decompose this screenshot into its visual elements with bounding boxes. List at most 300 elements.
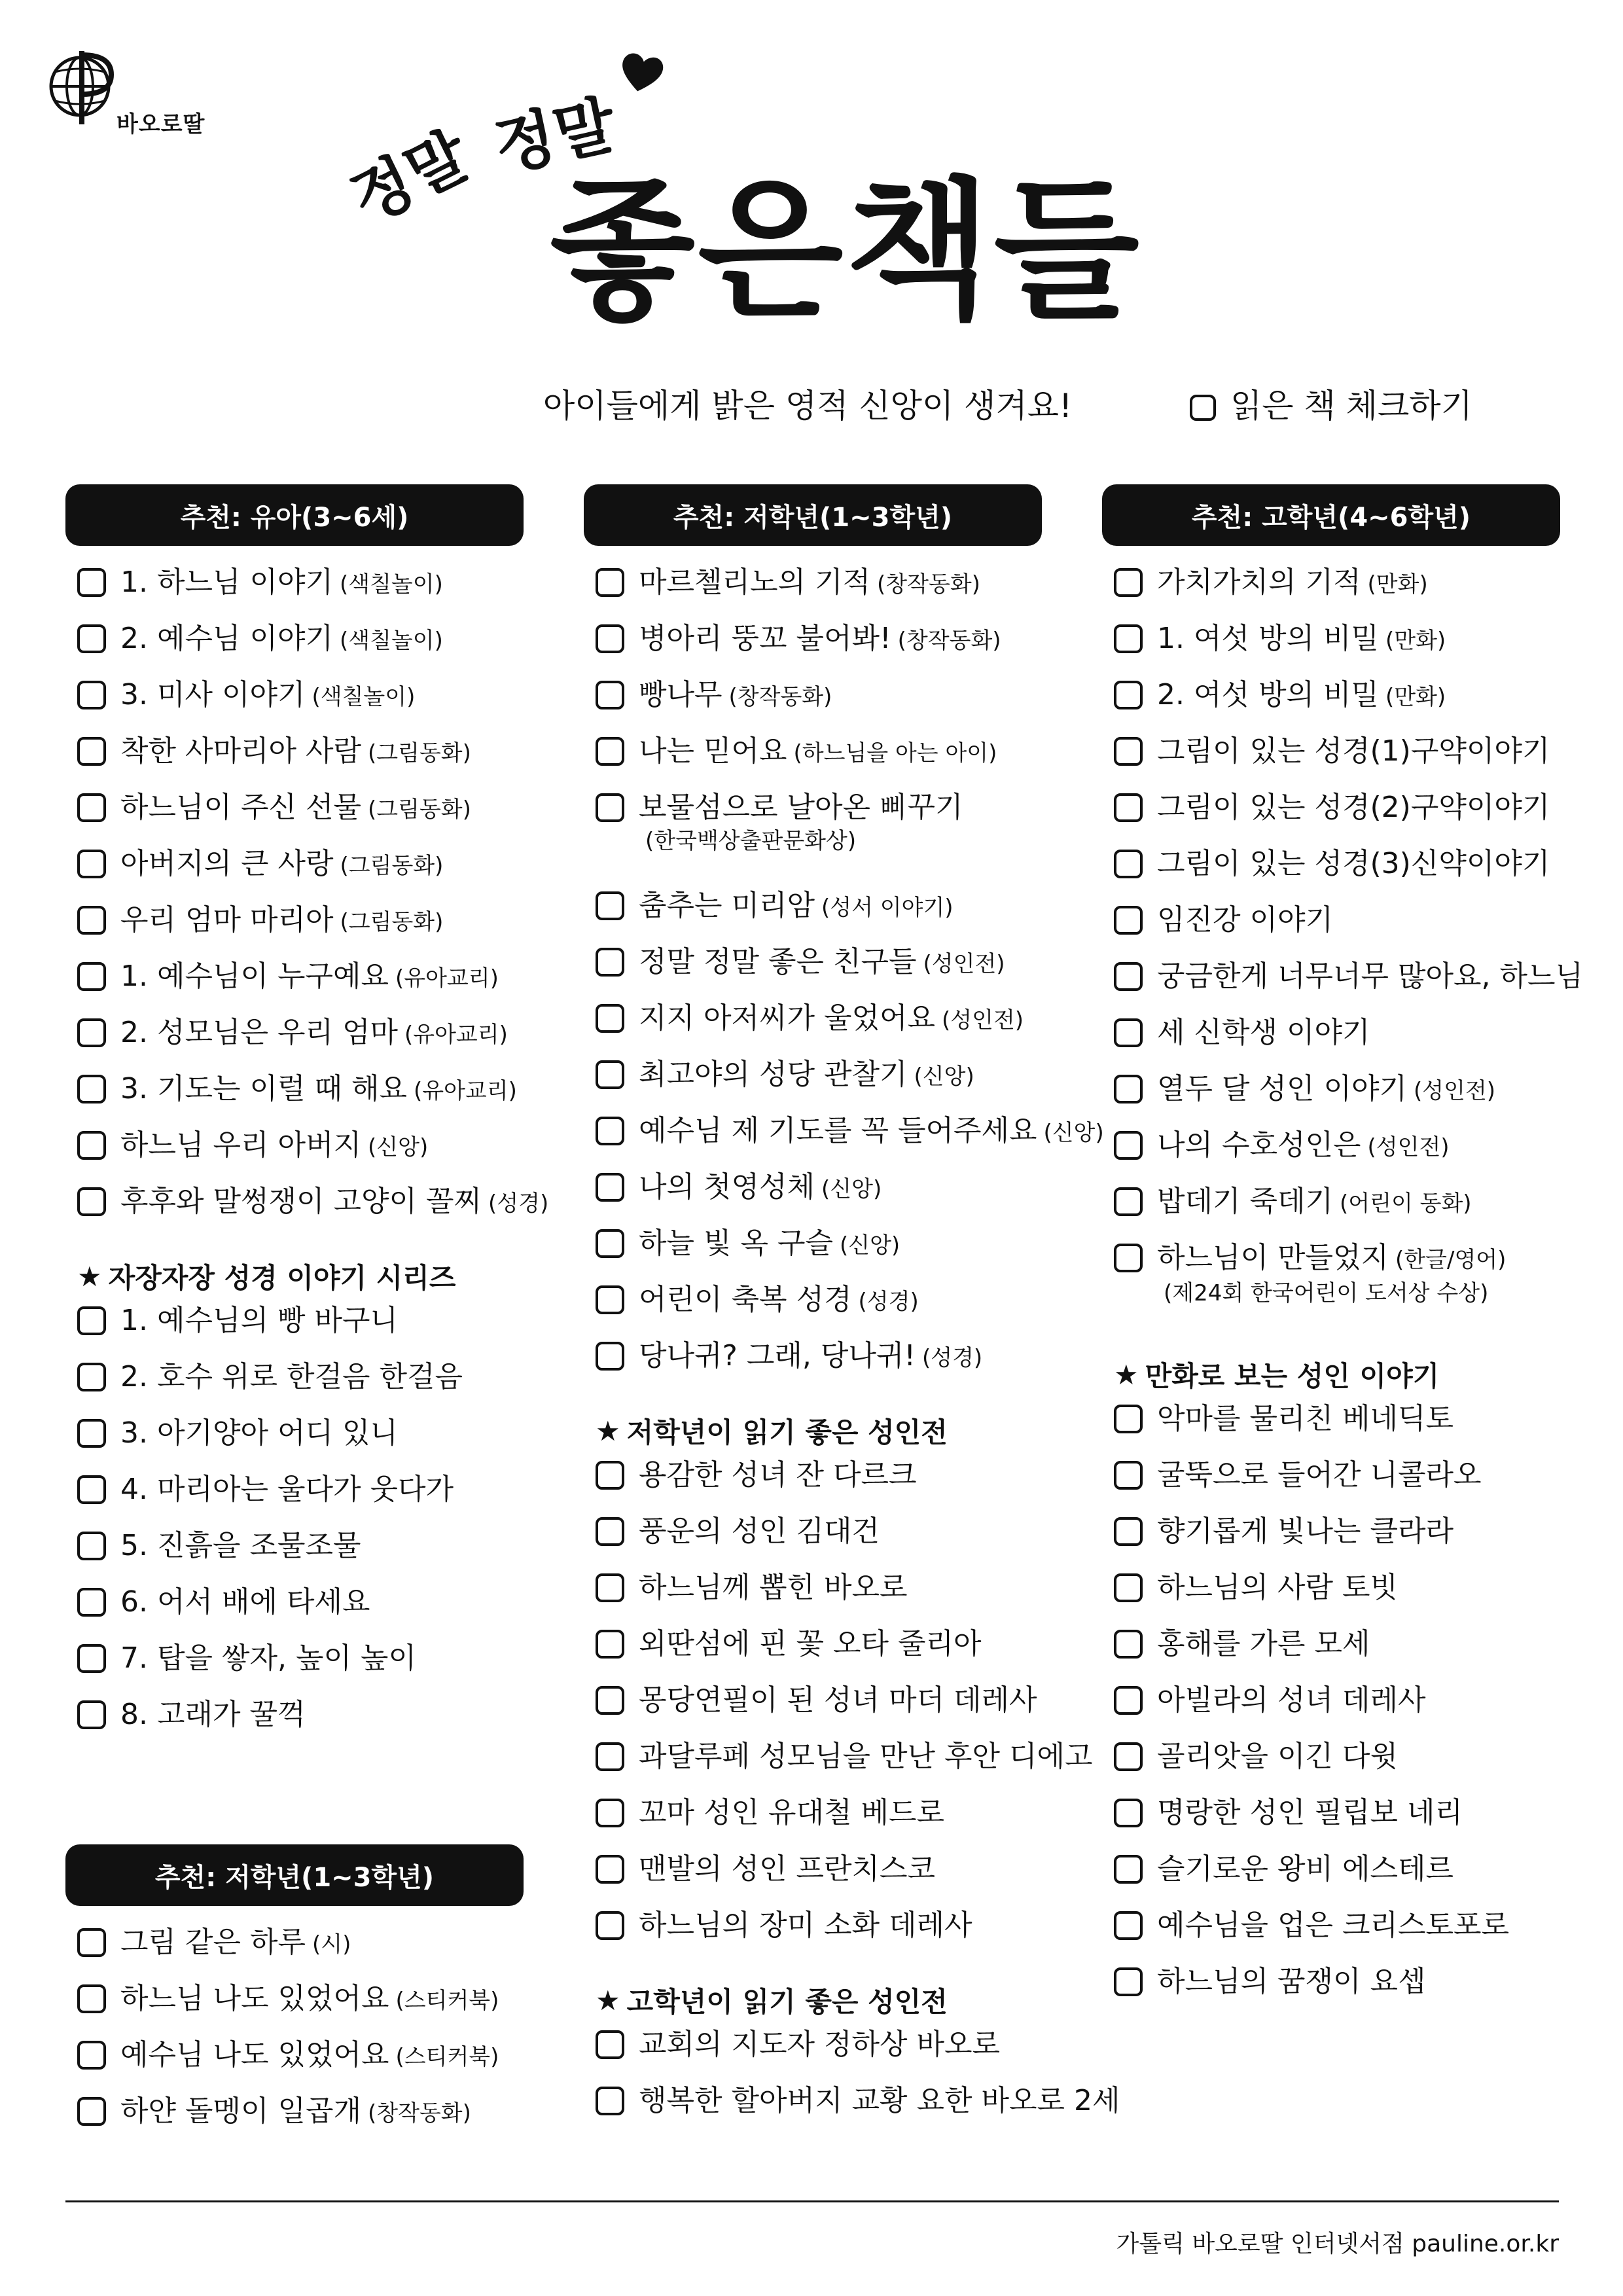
book-item [584,1056,1042,1113]
book-category: (색칠놀이) [339,571,443,598]
book-title: 하늘 빛 옥 구슬 [639,1227,833,1260]
book-text [120,1071,517,1109]
book-title: 향기롭게 빛나는 클라라 [1157,1515,1454,1548]
book-text [1157,1014,1370,1051]
book-checkbox[interactable] [596,1461,624,1490]
book-checkbox[interactable] [596,1060,624,1089]
book-list [65,1924,524,2149]
book-title: 5. 진흙을 조물조물 [120,1529,361,1562]
book-text [120,1924,351,1963]
book-checkbox[interactable] [1114,1686,1143,1715]
book-item [1102,1795,1560,1851]
book-checkbox[interactable] [596,948,624,977]
book-text [639,1225,900,1264]
book-title: 밥데기 죽데기 [1157,1185,1334,1218]
book-text [120,1415,398,1452]
book-item [1102,1513,1560,1570]
book-text [639,2083,1120,2119]
series-list [584,1457,1093,1964]
book-item [1102,1457,1560,1513]
book-text [639,733,997,772]
book-title: 하얀 돌멩이 일곱개 [120,2094,362,2128]
book-text [120,958,499,997]
book-item [584,620,1042,677]
book-checkbox[interactable] [1114,962,1143,991]
book-checkbox[interactable] [77,1363,106,1391]
book-checkbox[interactable] [596,1117,624,1145]
book-text [120,1183,548,1222]
book-title: 1. 예수님의 빵 바구니 [120,1304,398,1337]
book-item [1102,1570,1560,1626]
book-title: 교회의 지도자 정하상 바오로 [639,2028,1001,2061]
book-title: 마르첼리노의 기적 [639,565,871,599]
book-item [65,958,524,1014]
book-item [65,1415,524,1471]
book-item [1102,1071,1560,1127]
series-list [65,1302,524,1753]
book-item [1102,564,1560,620]
book-text [120,902,443,941]
book-title: 궁금한게 너무너무 많아요, 하느님 [1157,960,1583,993]
book-item [1102,1851,1560,1907]
book-category: (그림동화) [368,740,471,766]
book-checkbox[interactable] [1114,1855,1143,1884]
book-text [1157,1401,1454,1437]
book-text [639,1795,944,1831]
book-text [1157,1626,1370,1662]
book-text [1157,958,1583,995]
book-text [120,1359,463,1395]
book-title: 1. 여섯 방의 비밀 [1157,622,1379,655]
book-checkbox[interactable] [77,1532,106,1560]
book-item [65,564,524,620]
book-category: (창작동화) [368,2100,471,2126]
book-item [1102,1401,1560,1457]
book-text [1157,1183,1472,1222]
book-checkbox[interactable] [1114,1131,1143,1160]
book-checkbox[interactable] [596,1742,624,1771]
book-category: (색칠놀이) [312,684,416,710]
book-checkbox[interactable] [77,1131,106,1160]
book-checkbox[interactable] [77,2041,106,2070]
book-checkbox[interactable] [77,1419,106,1448]
book-text [639,620,1001,659]
book-checkbox[interactable] [596,1630,624,1659]
book-text [120,620,443,659]
book-item [584,1626,1042,1682]
book-text [639,1338,982,1376]
column-header: 추천: 고학년(4~6학년) [1102,484,1560,546]
book-checkbox[interactable] [596,793,624,822]
book-category: (그림동화) [340,853,444,879]
book-text [1157,1570,1398,1606]
book-checkbox[interactable] [596,1855,624,1884]
book-category: (그림동화) [340,909,444,935]
book-item [584,1000,1042,1056]
book-title: 4. 마리아는 울다가 웃다가 [120,1473,454,1506]
footer-text: 가톨릭 바오로딸 인터넷서점 pauline.or.kr [1116,2231,1559,2257]
book-text [639,944,1005,982]
series-heading [1102,1348,1560,1401]
book-checkbox[interactable] [77,624,106,653]
footer-divider [65,2200,1559,2202]
book-item [1102,620,1560,677]
book-title: 아빌라의 성녀 데레사 [1157,1683,1426,1717]
title-sub-1: 정말 [339,118,481,238]
book-checkbox[interactable] [596,1229,624,1258]
book-category: (색칠놀이) [339,628,443,654]
book-title: 당나귀? 그래, 당나귀! [639,1339,916,1372]
book-checkbox[interactable] [77,1588,106,1617]
book-checkbox[interactable] [596,568,624,597]
book-title: 하느님의 꿈쟁이 요셉 [1157,1965,1426,1998]
book-text [639,1738,1093,1775]
book-title: 착한 사마리아 사람 [120,734,362,768]
book-checkbox[interactable] [596,1799,624,1827]
book-title: 예수님 나도 있었어요 [120,2038,389,2072]
book-checkbox[interactable] [1114,793,1143,822]
book-item [65,846,524,902]
book-checkbox[interactable] [77,962,106,991]
book-title: 하느님의 장미 소화 데레사 [639,1909,972,1942]
book-checkbox[interactable] [77,850,106,878]
book-checkbox[interactable] [1114,1517,1143,1546]
book-title: 예수님 제 기도를 꼭 들어주세요 [639,1114,1037,1147]
book-item [584,1169,1042,1225]
book-title: 정말 정말 좋은 친구들 [639,945,917,978]
book-checkbox[interactable] [1114,1911,1143,1940]
book-checkbox[interactable] [77,568,106,597]
star-icon: ★ [77,1260,102,1293]
book-item [584,1338,1042,1394]
book-list [1102,564,1583,1338]
book-checkbox[interactable] [596,1517,624,1546]
book-checkbox[interactable] [77,681,106,709]
book-item [584,1457,1042,1513]
book-item [584,1513,1042,1570]
heart-icon [618,52,664,94]
book-checkbox[interactable] [596,1173,624,1202]
book-checkbox[interactable] [1114,1461,1143,1490]
book-text [1157,1907,1509,1944]
book-text [639,1851,935,1888]
series-title: 고학년이 읽기 좋은 성인전 [626,1986,948,2018]
book-item [584,789,1042,888]
book-item [1102,902,1560,958]
book-checkbox[interactable] [1114,624,1143,653]
book-category: (스티커북) [395,1988,499,2014]
series-heading [584,1405,1042,1457]
book-text [120,846,443,884]
star-icon: ★ [1114,1358,1139,1391]
book-checkbox[interactable] [596,1911,624,1940]
book-checkbox[interactable] [1114,1075,1143,1103]
book-text [120,1696,305,1733]
book-category: (유아교리) [413,1078,517,1104]
book-item [584,1851,1042,1907]
book-text [639,1169,882,1208]
series-title: 만화로 보는 성인 이야기 [1145,1360,1440,1392]
book-title: 세 신학생 이야기 [1157,1016,1370,1049]
book-item [584,1570,1042,1626]
book-item [1102,1183,1560,1240]
book-text [1157,733,1550,770]
book-checkbox[interactable] [1114,1742,1143,1771]
book-title: 과달루페 성모님을 만난 후안 디에고 [639,1740,1093,1773]
book-category: (스티커북) [395,2044,499,2070]
book-checkbox[interactable] [596,1004,624,1033]
book-item [65,1640,524,1696]
book-category: (신앙) [839,1232,901,1259]
book-checkbox[interactable] [1114,1799,1143,1827]
book-checkbox[interactable] [77,1644,106,1673]
book-checkbox[interactable] [596,624,624,653]
book-category: (성경) [488,1191,549,1217]
book-title: 그림 같은 하루 [120,1926,306,1959]
book-title: 후후와 말썽쟁이 고양이 꼴찌 [120,1185,482,1218]
book-title: 2. 성모님은 우리 엄마 [120,1016,398,1049]
book-item [65,620,524,677]
book-title: 3. 미사 이야기 [120,678,306,711]
book-item [584,677,1042,733]
book-title: 하느님 나도 있었어요 [120,1982,389,2015]
book-item [584,1907,1042,1964]
book-item [65,1359,524,1415]
column-lower-grade-extra [65,1844,524,2149]
book-checkbox[interactable] [1114,1630,1143,1659]
book-text [639,1113,1104,1151]
book-item [65,902,524,958]
book-title: 풍운의 성인 김대건 [639,1515,880,1548]
book-item [584,944,1042,1000]
book-title: 그림이 있는 성경(1)구약이야기 [1157,734,1550,768]
book-checkbox[interactable] [596,737,624,766]
book-item [65,1471,524,1528]
page-title: 좋은책들 [550,164,1142,339]
book-item [584,1738,1093,1795]
book-title: 하느님이 주신 선물 [120,791,362,824]
book-item [65,1302,524,1359]
book-checkbox[interactable] [77,737,106,766]
book-item [584,888,1042,944]
book-title: 임진강 이야기 [1157,903,1334,937]
book-text [639,1570,908,1606]
book-text [639,1626,982,1662]
column-preschool [65,484,549,1753]
book-item [1102,1626,1560,1682]
book-checkbox[interactable] [77,1928,106,1957]
book-text [1157,902,1333,939]
book-item [1102,846,1560,902]
book-category: (창작동화) [897,628,1001,654]
book-item [584,564,1042,620]
book-text [639,2026,1000,2063]
book-text [639,888,954,926]
book-text [639,1457,917,1494]
book-item [65,1127,524,1183]
book-checkbox[interactable] [1114,906,1143,935]
book-text [1157,1071,1495,1109]
column-header: 추천: 유아(3~6세) [65,484,524,546]
read-check-legend [1190,380,1472,427]
book-title: 나는 믿어요 [639,734,787,768]
book-title: 하느님 우리 아버지 [120,1128,362,1162]
brand-logo[interactable] [46,46,216,144]
book-text [1157,1513,1454,1550]
book-category: (성경) [921,1345,983,1371]
book-category: (성인전) [1367,1134,1450,1160]
read-check-label: 읽은 책 체크하기 [1230,387,1472,425]
book-item [584,1682,1042,1738]
book-checkbox[interactable] [77,1075,106,1103]
book-list [584,564,1104,1394]
book-text [120,733,471,772]
book-item [584,1282,1042,1338]
book-checkbox[interactable] [1114,681,1143,709]
book-checkbox[interactable] [77,906,106,935]
book-text [639,789,963,856]
book-checkbox[interactable] [1114,1018,1143,1047]
book-category: (시) [312,1931,351,1958]
book-title: 8. 고래가 꿀꺽 [120,1698,306,1731]
book-text [120,1127,428,1166]
book-text [120,1014,508,1053]
series-heading [584,1974,1042,2026]
series-title: 자장자장 성경 이야기 시리즈 [108,1262,456,1294]
book-text [120,1528,361,1564]
book-category: (성인전) [942,1007,1024,1033]
book-category: (만화) [1385,628,1446,654]
book-checkbox[interactable] [77,1306,106,1335]
globe-logo-icon [46,46,118,131]
book-title: 그림이 있는 성경(2)구약이야기 [1157,791,1550,824]
book-checkbox[interactable] [596,1573,624,1602]
book-category: (한글/영어) [1395,1247,1507,1273]
book-item [1102,958,1583,1014]
book-category: (성인전) [923,951,1005,977]
book-title: 빵나무 [639,678,722,711]
book-item [584,1225,1042,1282]
book-category: (창작동화) [728,684,832,710]
book-text [1157,1851,1454,1888]
book-checkbox[interactable] [77,2097,106,2126]
book-category: (성인전) [1414,1078,1496,1104]
book-text [1157,1738,1398,1775]
book-text [120,2037,499,2075]
book-title: 명랑한 성인 필립보 네리 [1157,1796,1463,1829]
series-title: 저학년이 읽기 좋은 성인전 [626,1416,948,1448]
book-award: (제24회 한국어린이 도서상 수상) [1164,1280,1489,1306]
book-item [65,789,524,846]
book-checkbox[interactable] [77,1187,106,1216]
book-text [639,564,980,603]
book-category: (성서 이야기) [821,895,954,921]
book-item [1102,1907,1560,1964]
book-checkbox[interactable] [596,2030,624,2059]
book-title: 3. 기도는 이럴 때 해요 [120,1072,407,1105]
checkbox-icon [1190,395,1216,421]
book-list [65,564,549,1240]
book-title: 하느님의 사람 토빗 [1157,1571,1399,1604]
book-title: 2. 여섯 방의 비밀 [1157,678,1379,711]
book-item [584,2083,1120,2139]
book-checkbox[interactable] [1114,737,1143,766]
book-title: 어린이 축복 성경 [639,1283,852,1316]
book-checkbox[interactable] [1114,850,1143,878]
book-text [1157,789,1550,826]
series-list [584,2026,1120,2139]
book-text [1157,1964,1426,2000]
book-text [639,677,832,715]
book-checkbox[interactable] [1114,1967,1143,1996]
book-item [65,1528,524,1584]
book-checkbox[interactable] [596,891,624,920]
series-list [1102,1401,1560,2020]
book-checkbox[interactable] [596,1342,624,1371]
book-checkbox[interactable] [77,1700,106,1729]
book-text [1157,1240,1506,1308]
book-title: 홍해를 가른 모세 [1157,1627,1370,1660]
book-title: 열두 달 성인 이야기 [1157,1072,1407,1105]
book-title: 악마를 물리친 베네딕토 [1157,1402,1454,1435]
book-text [1157,1795,1463,1831]
book-checkbox[interactable] [1114,1405,1143,1433]
book-checkbox[interactable] [1114,1244,1143,1272]
book-item [65,1924,524,1981]
book-checkbox[interactable] [77,1018,106,1047]
book-checkbox[interactable] [596,2087,624,2115]
book-text [1157,846,1550,882]
book-checkbox[interactable] [1114,1187,1143,1216]
book-text [120,1302,398,1339]
book-item [584,733,1042,789]
book-title: 1. 하느님 이야기 [120,565,333,599]
star-icon: ★ [596,1414,620,1447]
book-item [1102,789,1560,846]
book-title: 2. 예수님 이야기 [120,622,333,655]
book-checkbox[interactable] [1114,1573,1143,1602]
book-text [120,2093,471,2132]
book-title: 그림이 있는 성경(3)신약이야기 [1157,847,1550,880]
book-text [639,1282,919,1320]
book-text [639,1907,972,1944]
book-checkbox[interactable] [77,1984,106,2013]
book-checkbox[interactable] [77,1475,106,1504]
book-checkbox[interactable] [1114,568,1143,597]
book-title: 용감한 성녀 잔 다르크 [639,1458,917,1492]
book-text [120,1981,499,2019]
book-text [1157,1682,1426,1719]
book-item [1102,1738,1560,1795]
book-checkbox[interactable] [596,681,624,709]
book-text [1157,677,1446,715]
book-category: (만화) [1367,571,1428,598]
book-title: 지지 아저씨가 울었어요 [639,1001,936,1035]
book-checkbox[interactable] [596,1285,624,1314]
brand-name: 바오로딸 [116,111,205,137]
column-header: 추천: 저학년(1~3학년) [584,484,1042,546]
book-checkbox[interactable] [77,793,106,822]
book-item [584,2026,1042,2083]
book-category: (신앙) [821,1176,882,1202]
book-text [1157,1457,1482,1494]
book-checkbox[interactable] [596,1686,624,1715]
book-item [65,1071,524,1127]
book-category: (그림동화) [368,797,471,823]
book-category: (만화) [1385,684,1446,710]
book-title: 7. 탑을 쌓자, 높이 높이 [120,1641,416,1675]
book-text [639,1513,880,1550]
